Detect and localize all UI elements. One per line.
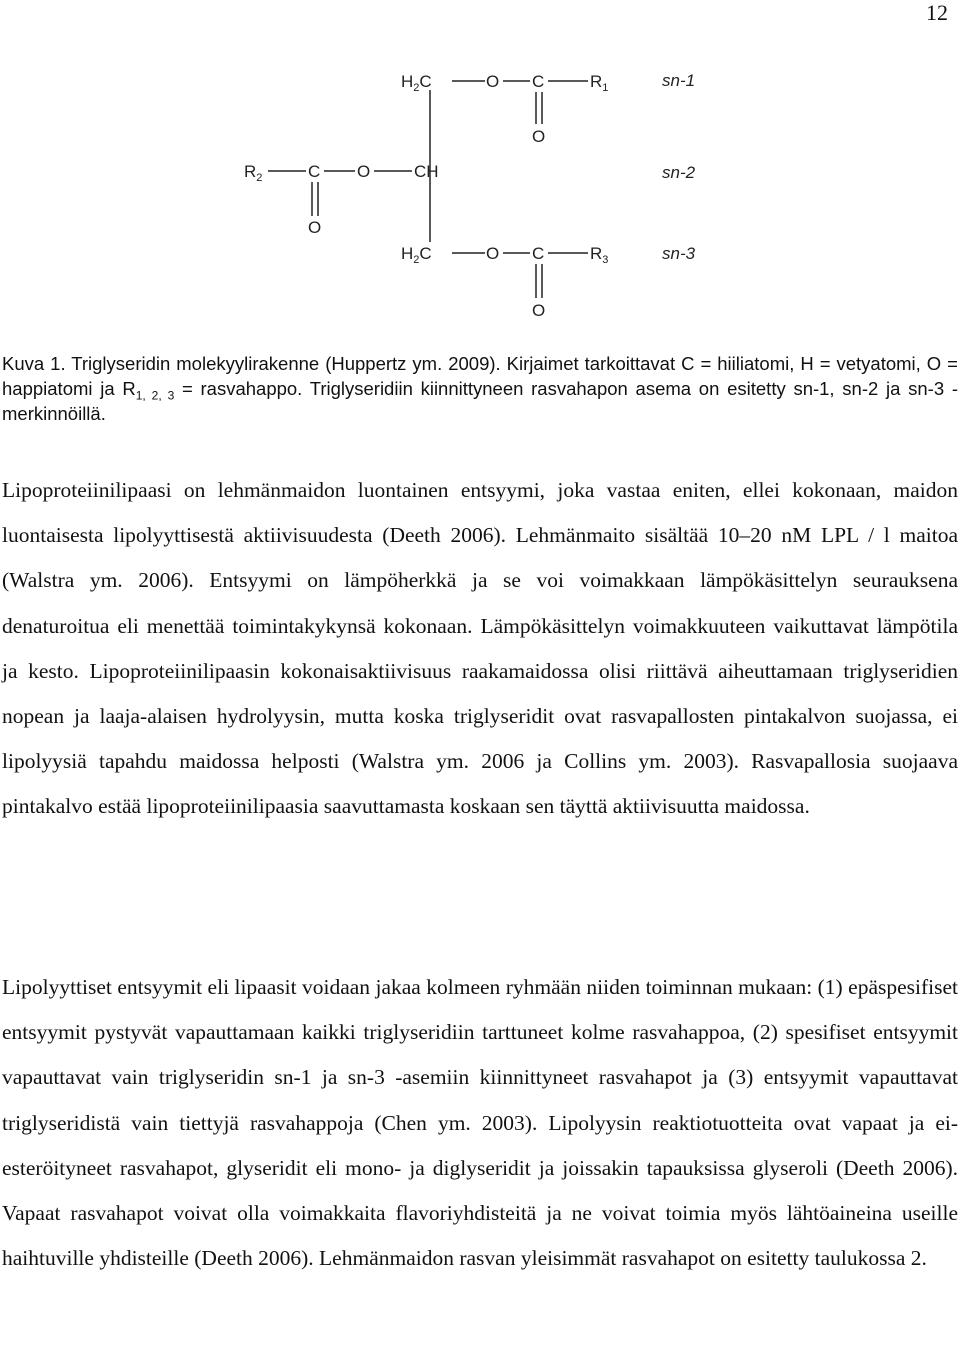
atom-o-dbl-1: O	[532, 127, 546, 146]
caption-text-start: Kuva 1. Triglyseridin molekyylirakenne (Huppertz ym. 2009). Kirjaimet tarkoittavat C = hiiliatomi, H = vetyatomi, O = happiatomi ja R	[2, 353, 958, 399]
caption-text-end: = rasvahappo. Triglyseridiin kiinnittyneen rasvahapon asema on esitetty sn-1, sn-2 ja sn-3 -merkinnöillä.	[2, 378, 959, 424]
atom-o-dbl-3: O	[532, 301, 546, 320]
atom-c-3: C	[532, 244, 545, 263]
body-paragraph-2: Lipolyyttiset entsyymit eli lipaasit voidaan jakaa kolmeen ryhmään niiden toiminnan mukaan: (1) epäspesifiset entsyymit pystyvät vapauttamaan kaikki triglyseridiin tarttuneet kolme rasvahappoa, (2) spesifiset entsyymit vapauttavat vain triglyseridin sn-1 ja sn-3 -asemiin kiinnittyneet rasvahapot ja (3) entsyymit vapauttavat triglyseridistä vain tiettyjä rasvahappoja (Chen ym. 2003). Lipolyysin reaktiotuotteita ovat vapaat ja ei-esteröityneet rasvahapot, glyseridit eli mono- ja diglyseridit ja joissakin tapauksissa glyseroli (Deeth 2006). Vapaat rasvahapot voivat olla voimakkaita flavoriyhdisteitä ja ne voivat toimia myös lähtöaineina useille haihtuville yhdisteille (Deeth 2006). Lehmänmaidon rasvan yleisimmät rasvahapot on esitetty taulukossa 2.	[2, 975, 958, 1271]
position-label-sn2: sn-2	[662, 163, 696, 182]
position-label-sn3: sn-3	[662, 244, 696, 263]
atom-r1: $R_1$	[590, 72, 609, 94]
position-label-sn1: sn-1	[662, 71, 696, 90]
caption-subscript: 1, 2, 3	[135, 388, 175, 403]
atom-o-1: O	[486, 72, 500, 91]
atom-c-1: C	[532, 72, 545, 91]
atom-ch: CH	[414, 162, 439, 181]
atom-o-3: O	[486, 244, 500, 263]
atom-o-2: O	[357, 162, 371, 181]
atom-c-2: C	[308, 162, 321, 181]
body-paragraph-1: Lipoproteiinilipaasi on lehmänmaidon luontainen entsyymi, joka vastaa eniten, ellei kokonaan, maidon luontaisesta lipolyyttisestä aktiivisuudesta (Deeth 2006). Lehmänmaito sisältää 10–20 nM LPL / l maitoa (Walstra ym. 2006). Entsyymi on lämpöherkkä ja se voi voimakkaan lämpökäsittelyn seurauksena denaturoitua eli menettää toimintakykynsä kokonaan. Lämpökäsittelyn voimakkuuteen vaikuttavat lämpötila ja kesto. Lipoproteiinilipaasin kokonaisaktiivisuus raakamaidossa olisi riittävä aiheuttamaan triglyseridien nopean ja laaja-alaisen hydrolyysin, mutta koska triglyseridit ovat rasvapallosten pintakalvon suojassa, ei lipolyysiä tapahdu maidossa helposti (Walstra ym. 2006 ja Collins ym. 2003). Rasvapallosia suojaava pintakalvo estää lipoproteiinilipaasia saavuttamasta koskaan sen täyttä aktiivisuutta maidossa.	[2, 478, 958, 819]
page-number: 12	[926, 0, 948, 25]
atom-r3: $R_3$	[590, 244, 609, 266]
figure-caption	[2, 351, 958, 426]
triglyceride-structure-diagram	[228, 60, 728, 325]
atom-r2: $R_2$	[244, 162, 263, 184]
atom-h2c-1: $H_2C$	[401, 72, 432, 94]
atom-o-dbl-2: O	[308, 218, 322, 237]
atom-h2c-3: $H_2C$	[401, 244, 432, 266]
